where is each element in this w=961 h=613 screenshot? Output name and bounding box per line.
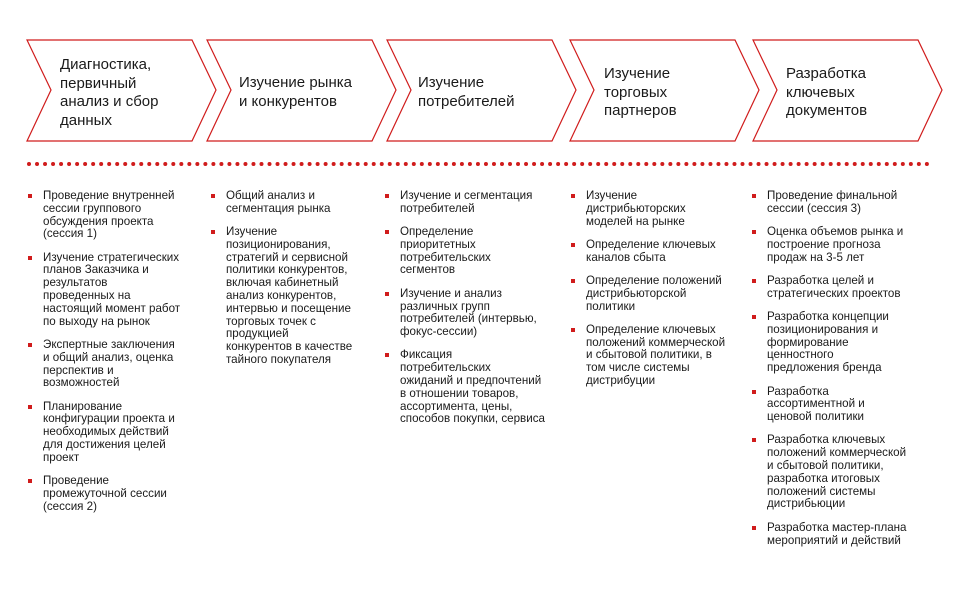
list-item: Изучение стратегических планов Заказчика и результатов проведенных на настоящий момент работ по выходу на рынок <box>27 252 207 329</box>
list-item: Определение приоритетных потребительских сегментов <box>384 226 568 277</box>
stage-column-2 <box>210 190 378 377</box>
list-item: Изучение и сегментация потребителей <box>384 190 568 216</box>
list-item: Планирование конфигурации проекта и необходимых действий для достижения целей проект <box>27 401 207 465</box>
stage-title-4: Изучение торговых партнеров <box>604 65 677 119</box>
list-item: Разработка целей и стратегических проектов <box>751 275 951 301</box>
list-item: Разработка концепции позиционирования и формирование ценностного предложения бренда <box>751 311 951 375</box>
list-item: Проведение финальной сессии (сессия 3) <box>751 190 951 216</box>
stage-title-3: Изучение потребителей <box>418 74 515 110</box>
list-item: Общий анализ и сегментация рынка <box>210 190 378 216</box>
stage-column-5 <box>751 190 951 558</box>
stage-column-3 <box>384 190 568 437</box>
list-item: Определение ключевых положений коммерческой и сбытовой политики, в том числе системы дистрибуции <box>570 324 748 388</box>
list-item: Оценка объемов рынка и построение прогноза продаж на 3-5 лет <box>751 226 951 264</box>
list-item: Проведение внутренней сессии группового обсуждения проекта (сессия 1) <box>27 190 207 241</box>
list-item: Изучение и анализ различных групп потребителей (интервью, фокус-сессии) <box>384 288 568 339</box>
dotted-divider <box>27 162 930 166</box>
stage-title-1: Диагностика, первичный анализ и сбор данных <box>60 56 159 129</box>
list-item: Изучение дистрибьюторских моделей на рынке <box>570 190 748 228</box>
list-item: Разработка мастер-плана мероприятий и действий <box>751 522 951 548</box>
list-item: Изучение позиционирования, стратегий и сервисной политики конкурентов, включая кабинетный анализ конкурентов, интервью и посещение торговых точек с продукцией конкурентов в качестве тайного покупателя <box>210 226 378 367</box>
list-item: Проведение промежуточной сессии (сессия 2) <box>27 475 207 513</box>
list-item: Определение ключевых каналов сбыта <box>570 239 748 265</box>
list-item: Экспертные заключения и общий анализ, оценка перспектив и возможностей <box>27 339 207 390</box>
stage-column-1 <box>27 190 207 524</box>
list-item: Определение положений дистрибьюторской политики <box>570 275 748 313</box>
stage-column-4 <box>570 190 748 398</box>
list-item: Разработка ассортиментной и ценовой политики <box>751 386 951 424</box>
stage-title-5: Разработка ключевых документов <box>786 65 868 119</box>
list-item: Разработка ключевых положений коммерческой и сбытовой политики, разработка итоговых положений системы дистрибьюции <box>751 434 951 511</box>
stage-title-2: Изучение рынка и конкурентов <box>239 74 352 110</box>
list-item: Фиксация потребительских ожиданий и предпочтений в отношении товаров, ассортимента, цены, способов покупки, сервиса <box>384 349 568 426</box>
